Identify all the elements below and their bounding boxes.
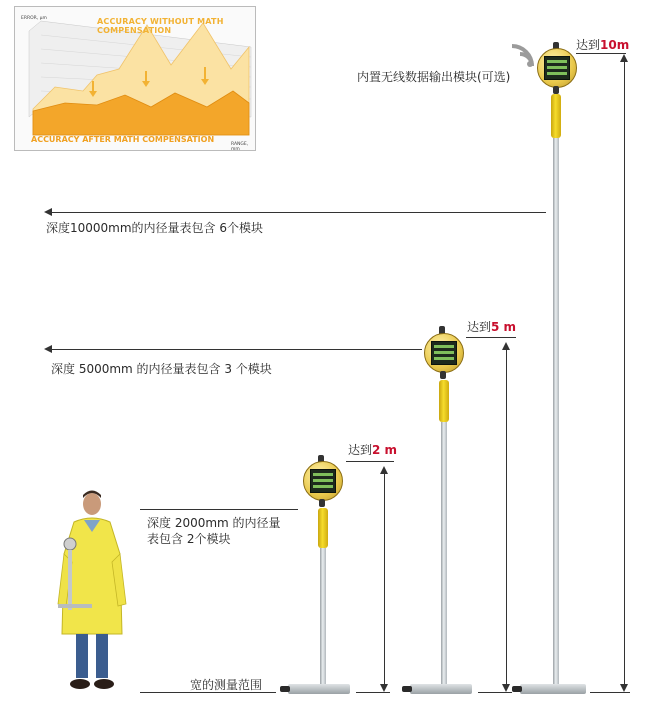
measuring-probe — [288, 684, 350, 694]
handle-grip — [318, 508, 328, 548]
chart-y-axis-label: ERROR, μm — [21, 16, 47, 21]
extension-rod — [441, 422, 447, 686]
depth-10000-label: 深度10000mm的内径量表包含 6个模块 — [46, 221, 264, 235]
reach-10m-label: 达到10m — [576, 38, 630, 52]
extension-rod — [320, 548, 326, 686]
reach-5m-label: 达到5 m — [467, 320, 517, 334]
extension-rod — [553, 138, 559, 686]
chart-x-axis-label: RANGE, mm — [231, 142, 249, 152]
gauge-screen — [310, 469, 336, 493]
gauge-screen — [544, 56, 570, 80]
wireless-module-label: 内置无线数据输出模块(可选) — [357, 70, 511, 84]
measuring-probe — [520, 684, 586, 694]
gauge-screen — [431, 341, 457, 365]
reach-2m-label: 达到2 m — [348, 443, 398, 457]
chart-title-bottom: ACCURACY AFTER MATH COMPENSATION — [31, 135, 215, 144]
technician-figure — [52, 484, 132, 696]
depth-2000-label-line2: 表包含 2个模块 — [147, 532, 231, 546]
chart-title-top: ACCURACY WITHOUT MATH COMPENSATION — [97, 17, 224, 35]
handle-grip — [439, 380, 449, 422]
handle-grip — [551, 94, 561, 138]
accuracy-chart — [14, 6, 256, 151]
wireless-signal-icon — [498, 30, 538, 70]
depth-2000-label-line1: 深度 2000mm 的内径量 — [147, 516, 281, 530]
measuring-probe — [410, 684, 472, 694]
depth-5000-label: 深度 5000mm 的内径量表包含 3 个模块 — [51, 362, 272, 376]
width-range-label: 宽的测量范围 — [190, 678, 263, 692]
